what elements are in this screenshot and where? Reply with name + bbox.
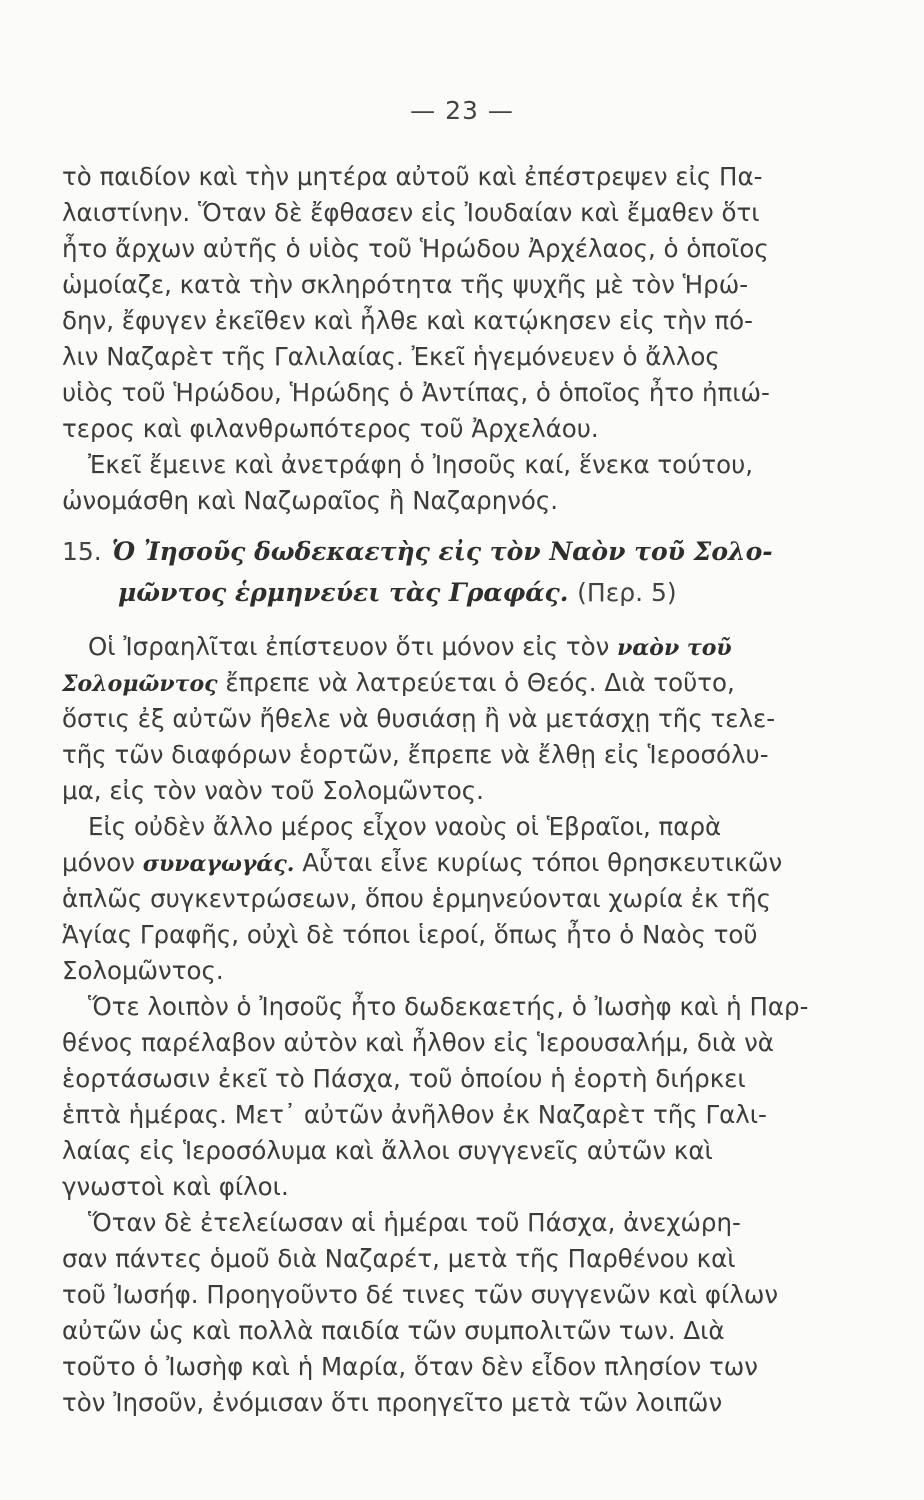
- text-line: τὸ παιδίον καὶ τὴν μητέρα αὐτοῦ καὶ ἐπέστρεψεν εἰς Πα-: [62, 162, 763, 191]
- text-line: [62, 848, 862, 879]
- text-line: αὐτῶν ὡς καὶ πολλὰ παιδία τῶν συμπολιτῶν των. Διὰ: [62, 1316, 725, 1345]
- text-line: [62, 668, 862, 699]
- text-line: Ὅτε λοιπὸν ὁ Ἰησοῦς ἦτο δωδεκαετής, ὁ Ἰωσὴφ καὶ ἡ Παρ-: [88, 992, 809, 1021]
- text-line: Ἁγίας Γραφῆς, οὐχὶ δὲ τόποι ἱεροί, ὅπως ἦτο ὁ Ναὸς τοῦ: [62, 920, 758, 949]
- text-line: λιν Ναζαρὲτ τῆς Γαλιλαίας. Ἐκεῖ ἡγεμόνευεν ὁ ἄλλος: [62, 342, 720, 371]
- text-line: [88, 632, 862, 663]
- text-line: τὸν Ἰησοῦν, ἐνόμισαν ὅτι προηγεῖτο μετὰ τῶν λοιπῶν: [62, 1388, 723, 1417]
- text-line: ἑορτάσωσιν ἐκεῖ τὸ Πάσχα, τοῦ ὁποίου ἡ ἑορτὴ διήρκει: [62, 1064, 746, 1093]
- text-line: ὠνομάσθη καὶ Ναζωραῖος ἢ Ναζαρηνός.: [62, 486, 559, 515]
- text-line: λαιστίνην. Ὅταν δὲ ἔφθασεν εἰς Ἰουδαίαν καὶ ἔμαθεν ὅτι: [62, 198, 760, 227]
- text-line: ὡμοίαζε, κατὰ τὴν σκληρότητα τῆς ψυχῆς μὲ τὸν Ἡρώ-: [62, 270, 749, 299]
- text-line: γνωστοὶ καὶ φίλοι.: [62, 1172, 289, 1201]
- text-line: θένος παρέλαβον αὐτὸν καὶ ἦλθον εἰς Ἱερουσαλήμ, διὰ νὰ: [62, 1028, 774, 1057]
- section-heading: [62, 537, 773, 567]
- text-span: Οἱ Ἰσραηλῖται ἐπίστευον ὅτι μόνον εἰς τὸν: [88, 632, 610, 661]
- text-line: τῆς τῶν διαφόρων ἑορτῶν, ἔπρεπε νὰ ἔλθῃ εἰς Ἱεροσόλυ-: [62, 740, 769, 769]
- text-line: υἱὸς τοῦ Ἡρώδου, Ἡρώδης ὁ Ἀντίπας, ὁ ὁποῖος ἦτο ἠπιώ-: [62, 378, 770, 407]
- emphasis: ναὸν τοῦ: [617, 635, 732, 661]
- text-line: Ἐκεῖ ἔμεινε καὶ ἀνετράφη ὁ Ἰησοῦς καί, ἕνεκα τούτου,: [88, 450, 754, 479]
- section-title-line1: Ὁ Ἰησοῦς δωδεκαετὴς εἰς τὸν Ναὸν τοῦ Σολο-: [111, 537, 773, 566]
- text-line: ἦτο ἄρχων αὐτῆς ὁ υἱὸς τοῦ Ἡρώδου Ἀρχέλαος, ὁ ὁποῖος: [62, 234, 769, 263]
- text-line: Εἰς οὐδὲν ἄλλο μέρος εἶχον ναοὺς οἱ Ἑβραῖοι, παρὰ: [88, 812, 722, 841]
- text-line: τοῦ Ἰωσήφ. Προηγοῦντο δέ τινες τῶν συγγενῶν καὶ φίλων: [62, 1280, 779, 1309]
- emphasis: Σολομῶντος: [62, 671, 218, 697]
- text-line: Ὅταν δὲ ἐτελείωσαν αἱ ἡμέραι τοῦ Πάσχα, ἀνεχώρη-: [88, 1208, 741, 1237]
- text-line: ἁπλῶς συγκεντρώσεων, ὅπου ἑρμηνεύονται χωρία ἐκ τῆς: [62, 884, 771, 913]
- text-span: ἔπρεπε νὰ λατρεύεται ὁ Θεός. Διὰ τοῦτο,: [225, 668, 735, 697]
- text-line: τερος καὶ φιλανθρωπότερος τοῦ Ἀρχελάου.: [62, 414, 599, 443]
- page-number: — 23 —: [410, 96, 514, 125]
- text-span: μόνον: [62, 848, 135, 877]
- section-reference: (Περ. 5): [577, 578, 677, 607]
- text-line: λαίας εἰς Ἱεροσόλυμα καὶ ἄλλοι συγγενεῖς αὐτῶν καὶ: [62, 1136, 713, 1165]
- text-line: δην, ἔφυγεν ἐκεῖθεν καὶ ἦλθε καὶ κατῴκησεν εἰς τὴν πό-: [62, 306, 753, 335]
- text-span: Αὗται εἶνε κυρίως τόποι θρησκευτικῶν: [302, 848, 783, 877]
- text-line: μα, εἰς τὸν ναὸν τοῦ Σολομῶντος.: [62, 776, 484, 805]
- section-title-line2: μῶντος ἑρμηνεύει τὰς Γραφάς.: [118, 578, 569, 607]
- section-number: 15.: [62, 537, 102, 566]
- text-line: τοῦτο ὁ Ἰωσὴφ καὶ ἡ Μαρία, ὅταν δὲν εἶδον πλησίον των: [62, 1352, 758, 1381]
- text-line: ὅστις ἐξ αὐτῶν ἤθελε νὰ θυσιάσῃ ἢ νὰ μετάσχῃ τῆς τελε-: [62, 704, 776, 733]
- text-line: σαν πάντες ὁμοῦ διὰ Ναζαρέτ, μετὰ τῆς Παρθένου καὶ: [62, 1244, 736, 1273]
- text-line: Σολομῶντος.: [62, 956, 224, 985]
- emphasis: συναγωγάς.: [142, 851, 295, 877]
- section-heading-cont: [118, 578, 677, 608]
- text-line: ἑπτὰ ἡμέρας. Μετ᾽ αὐτῶν ἀνῆλθον ἐκ Ναζαρὲτ τῆς Γαλι-: [62, 1100, 767, 1129]
